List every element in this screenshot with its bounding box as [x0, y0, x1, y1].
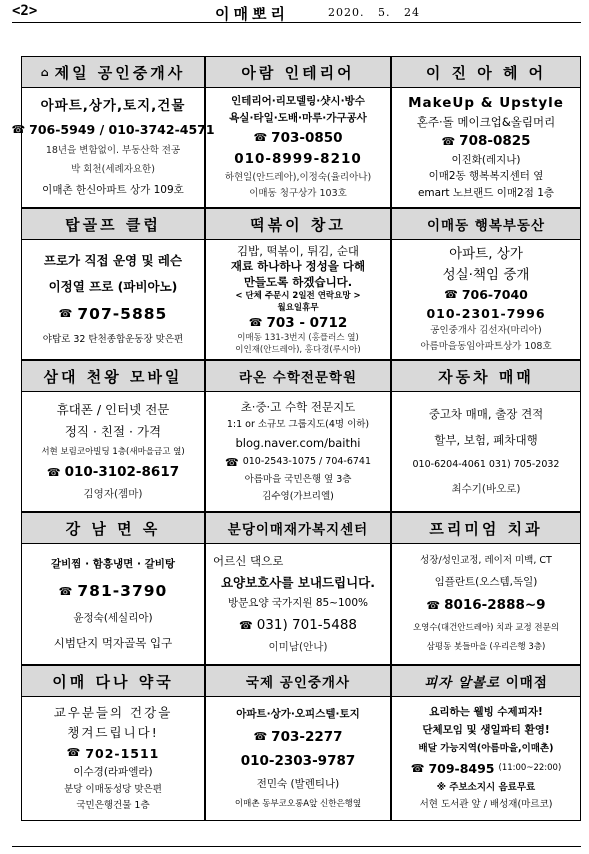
- ad-phone: ☎ 010-2543-1075 / 704-6741: [224, 455, 372, 469]
- ad-line: 1:1 or 소규모 그룹지도(4명 이하): [226, 419, 370, 431]
- ad-owner: 공인중개사 김선자(마리아): [430, 325, 542, 337]
- ad-title: 아람 인테리어: [206, 57, 390, 88]
- ad-line: 이정열 프로 (파비아노): [48, 278, 178, 294]
- ad-tteokbokki: [205, 208, 391, 360]
- ad-address: 이매2동 행복복지센터 옆: [428, 170, 544, 183]
- ad-owner: 최수기(바오로): [451, 483, 521, 495]
- phone-icon: ☎: [66, 746, 82, 760]
- ad-owner: 이진화(레지나): [451, 153, 521, 166]
- ad-line: 요양보호사를 보내드립니다.: [220, 575, 375, 590]
- ad-car-trade: [391, 360, 581, 512]
- ad-title: ⌂ 제일 공인중개사: [22, 57, 204, 88]
- ad-address: emart 노브랜드 이매2점 1층: [417, 187, 555, 200]
- ad-raon-math: [205, 360, 391, 512]
- ad-line: 요리하는 웰빙 수제피자!: [429, 705, 543, 718]
- ad-line: ※ 주보소지시 음료무료: [436, 781, 536, 793]
- ad-phone: ☎ 706-5949 / 010-3742-4571: [11, 122, 215, 138]
- ad-leejina-hair: [391, 56, 581, 208]
- ad-phone: ☎ 709-8495 (11:00~22:00): [410, 760, 562, 776]
- ad-title: 국제 공인중개사: [206, 666, 390, 697]
- ad-phone: ☎ 703-0850: [253, 129, 343, 146]
- ad-line: 어르신 댁으로: [213, 553, 284, 568]
- ad-address: 서현 보림코아빌딩 1층(새마을금고 옆): [41, 446, 185, 457]
- ad-phone: ☎ 708-0825: [441, 133, 531, 150]
- ad-line: 임플란트(오스템,독일): [434, 575, 538, 588]
- ad-welfare-center: [205, 512, 391, 665]
- ad-title: 강 남 면 옥: [22, 513, 204, 544]
- ad-pizza-alvolo: [391, 665, 581, 821]
- ad-owner: 이수경(라파엘라): [73, 765, 153, 778]
- ad-line: 박 회천(세례자요한): [71, 164, 155, 176]
- ad-line: 챙겨드립니다!: [67, 725, 159, 741]
- ad-address: 분당 이매동성당 맞은편: [64, 783, 162, 795]
- ad-title: 삼대 천왕 모바일: [22, 361, 204, 392]
- ad-premium-dental: [391, 512, 581, 665]
- ad-line: MakeUp & Upstyle: [408, 94, 564, 111]
- ad-phone: 010-6204-4061 031) 705-2032: [412, 459, 560, 471]
- phone-icon: ☎: [426, 598, 441, 612]
- ad-owner: 김수영(가브리엘): [262, 491, 334, 503]
- ad-phone: ☎ 703 - 0712: [248, 314, 348, 331]
- ad-top-golf: [21, 208, 205, 360]
- ad-line: 아파트,상가,토지,건물: [40, 98, 186, 115]
- ad-phone: ☎ 707-5885: [58, 304, 168, 323]
- ad-address: 시범단지 먹자골목 입구: [53, 635, 173, 650]
- ad-line: 성실·책임 중개: [442, 266, 530, 283]
- ad-title: 떡볶이 창고: [206, 209, 390, 240]
- ad-address: 이매촌 한신아파트 상가 109호: [42, 183, 184, 196]
- ad-address: 야탑로 32 탄천종합운동장 맞은편: [42, 334, 184, 345]
- ad-owner: 윤정숙(세실리아): [73, 611, 153, 624]
- ad-title: 이매동 행복부동산: [392, 209, 580, 240]
- ad-address: 서현 도서관 앞 / 배성재(마르코): [419, 799, 553, 811]
- phone-icon: ☎: [11, 123, 26, 137]
- phone-icon: ☎: [253, 131, 268, 145]
- ad-line: 할부, 보험, 폐차대행: [434, 433, 538, 448]
- phone-icon: ☎: [248, 316, 263, 330]
- ad-address: 이매동 청구상가 103호: [249, 187, 347, 199]
- ad-jeil-realty: [11, 56, 215, 208]
- ad-line: 정직 · 친절 · 가격: [64, 424, 162, 440]
- ad-line: 아파트·상가·오피스텔·토지: [236, 707, 360, 720]
- ad-title: 피자 알볼로 이매점: [392, 666, 580, 697]
- ad-line: 배달 가능지역(아름마을,이매촌): [418, 743, 554, 755]
- ad-title: 이 진 아 헤 어: [392, 57, 580, 88]
- ad-grid: [11, 56, 581, 821]
- ad-line: 김밥, 떡볶이, 튀김, 순대: [237, 243, 359, 258]
- ad-title: 탑골프 클럽: [22, 209, 204, 240]
- ad-owner: 전민숙 (발렌티나): [256, 777, 340, 790]
- ad-address: 국민은행건물 1층: [76, 800, 150, 812]
- ad-line: 교우분들의 건강을: [53, 704, 173, 720]
- ad-line: 초·중·고 수학 전문지도: [240, 399, 356, 414]
- ad-gukje-realty: [205, 665, 391, 821]
- bulletin-date: 2020. 5. 24: [328, 6, 420, 19]
- ad-title: 이매 다나 약국: [22, 666, 204, 697]
- ad-line: 인테리어·리모델링·샷시·방수: [231, 95, 365, 108]
- ad-line: 휴대폰 / 인터넷 전문: [56, 401, 170, 417]
- ad-title: 자동차 매매: [392, 361, 580, 392]
- ad-line: 성장/성인교정, 레이저 미백, CT: [420, 555, 552, 567]
- ad-line: 혼주·돌 메이크업&올림머리: [416, 115, 556, 130]
- phone-icon: ☎: [444, 288, 458, 302]
- ad-line: 아파트, 상가: [449, 246, 523, 263]
- ad-phone: ☎ 031) 701-5488: [238, 617, 358, 634]
- ad-phone: ☎ 8016-2888~9: [426, 597, 546, 614]
- phone-icon: ☎: [253, 730, 268, 744]
- ad-phone: ☎ 706-7040: [444, 287, 528, 303]
- bulletin-title: 이매뽀리: [215, 5, 289, 23]
- phone-icon: ☎: [238, 618, 253, 632]
- phone-icon: ☎: [441, 134, 456, 148]
- phone-icon: ☎: [224, 455, 239, 469]
- ad-line: 중고차 매매, 출장 견적: [428, 406, 544, 421]
- ad-line: 18년을 변함없이. 부동산학 전공: [45, 145, 181, 157]
- house-icon: ⌂: [40, 65, 52, 79]
- ad-address: 삼평동 봇들마을 (우리은행 3층): [426, 641, 546, 652]
- ad-owner: 오영수(대건안드레아) 치과 교정 전문의: [412, 622, 560, 633]
- ad-dana-pharmacy: [21, 665, 205, 821]
- ad-title: 프리미엄 치과: [392, 513, 580, 544]
- page-number: <2>: [12, 3, 38, 19]
- ad-title: 분당이매재가복지센터: [206, 513, 390, 544]
- ad-owner: 하현일(안드레아),이정숙(율리아나): [224, 171, 372, 183]
- ad-line: 갈비찜 · 함흥냉면 · 갈비탕: [50, 557, 176, 570]
- ad-line: 단체모임 및 생일파티 환영!: [422, 724, 550, 737]
- ad-line: 만들도록 하겠습니다.: [243, 275, 353, 290]
- ad-line: 재료 하나하나 정성을 다해: [230, 259, 366, 274]
- ad-address: 아름마을 국민은행 옆 3층: [244, 474, 352, 486]
- ad-line: 월요일휴무: [277, 302, 319, 313]
- ad-phone: ☎ 781-3790: [58, 581, 168, 600]
- page-header: [0, 0, 589, 26]
- ad-line: 방문요양 국가지원 85~100%: [228, 597, 368, 610]
- ad-title: 라온 수학전문학원: [206, 361, 390, 392]
- phone-icon: ☎: [58, 307, 74, 321]
- phone-icon: ☎: [410, 761, 425, 775]
- ad-phone: ☎ 702-1511: [66, 745, 160, 761]
- ad-gangnam-myeonok: [21, 512, 205, 665]
- ad-mobile: 010-2301-7996: [426, 306, 546, 322]
- ad-mobile: 010-8999-8210: [234, 150, 362, 167]
- ad-mobile: 010-2303-9787: [240, 753, 356, 770]
- ad-owner: 이미남(안나): [268, 641, 328, 654]
- footer-rule: [12, 846, 581, 847]
- phone-icon: ☎: [58, 584, 74, 598]
- ad-owner: 이인재(안드레아), 홍다경(루시아): [235, 344, 361, 355]
- ad-owner: 김영자(젬마): [83, 487, 143, 500]
- ad-line: 욕실·타일·도배·마루·가구공사: [229, 112, 367, 125]
- ad-address: 이매촌 동부코오롱A앞 신한은행옆: [234, 798, 362, 809]
- ad-address: 이매동 131-3번지 (홍플러스 옆): [237, 332, 359, 343]
- ad-line: < 단체 주문시 2일전 연락요망 >: [235, 290, 361, 301]
- ad-haengbok-realty: [391, 208, 581, 360]
- ad-link[interactable]: blog.naver.com/baithi: [235, 436, 361, 451]
- ad-phone: ☎ 703-2277: [253, 728, 343, 745]
- header-rule: [12, 22, 581, 23]
- phone-icon: ☎: [46, 465, 61, 479]
- ad-line: 프로가 직접 운영 및 레슨: [43, 253, 183, 269]
- ad-samdae-mobile: [21, 360, 205, 512]
- ad-address: 아름마을동임아파트상가 108호: [420, 340, 552, 352]
- ad-aram-interior: [205, 56, 391, 208]
- ad-phone: ☎ 010-3102-8617: [46, 464, 180, 481]
